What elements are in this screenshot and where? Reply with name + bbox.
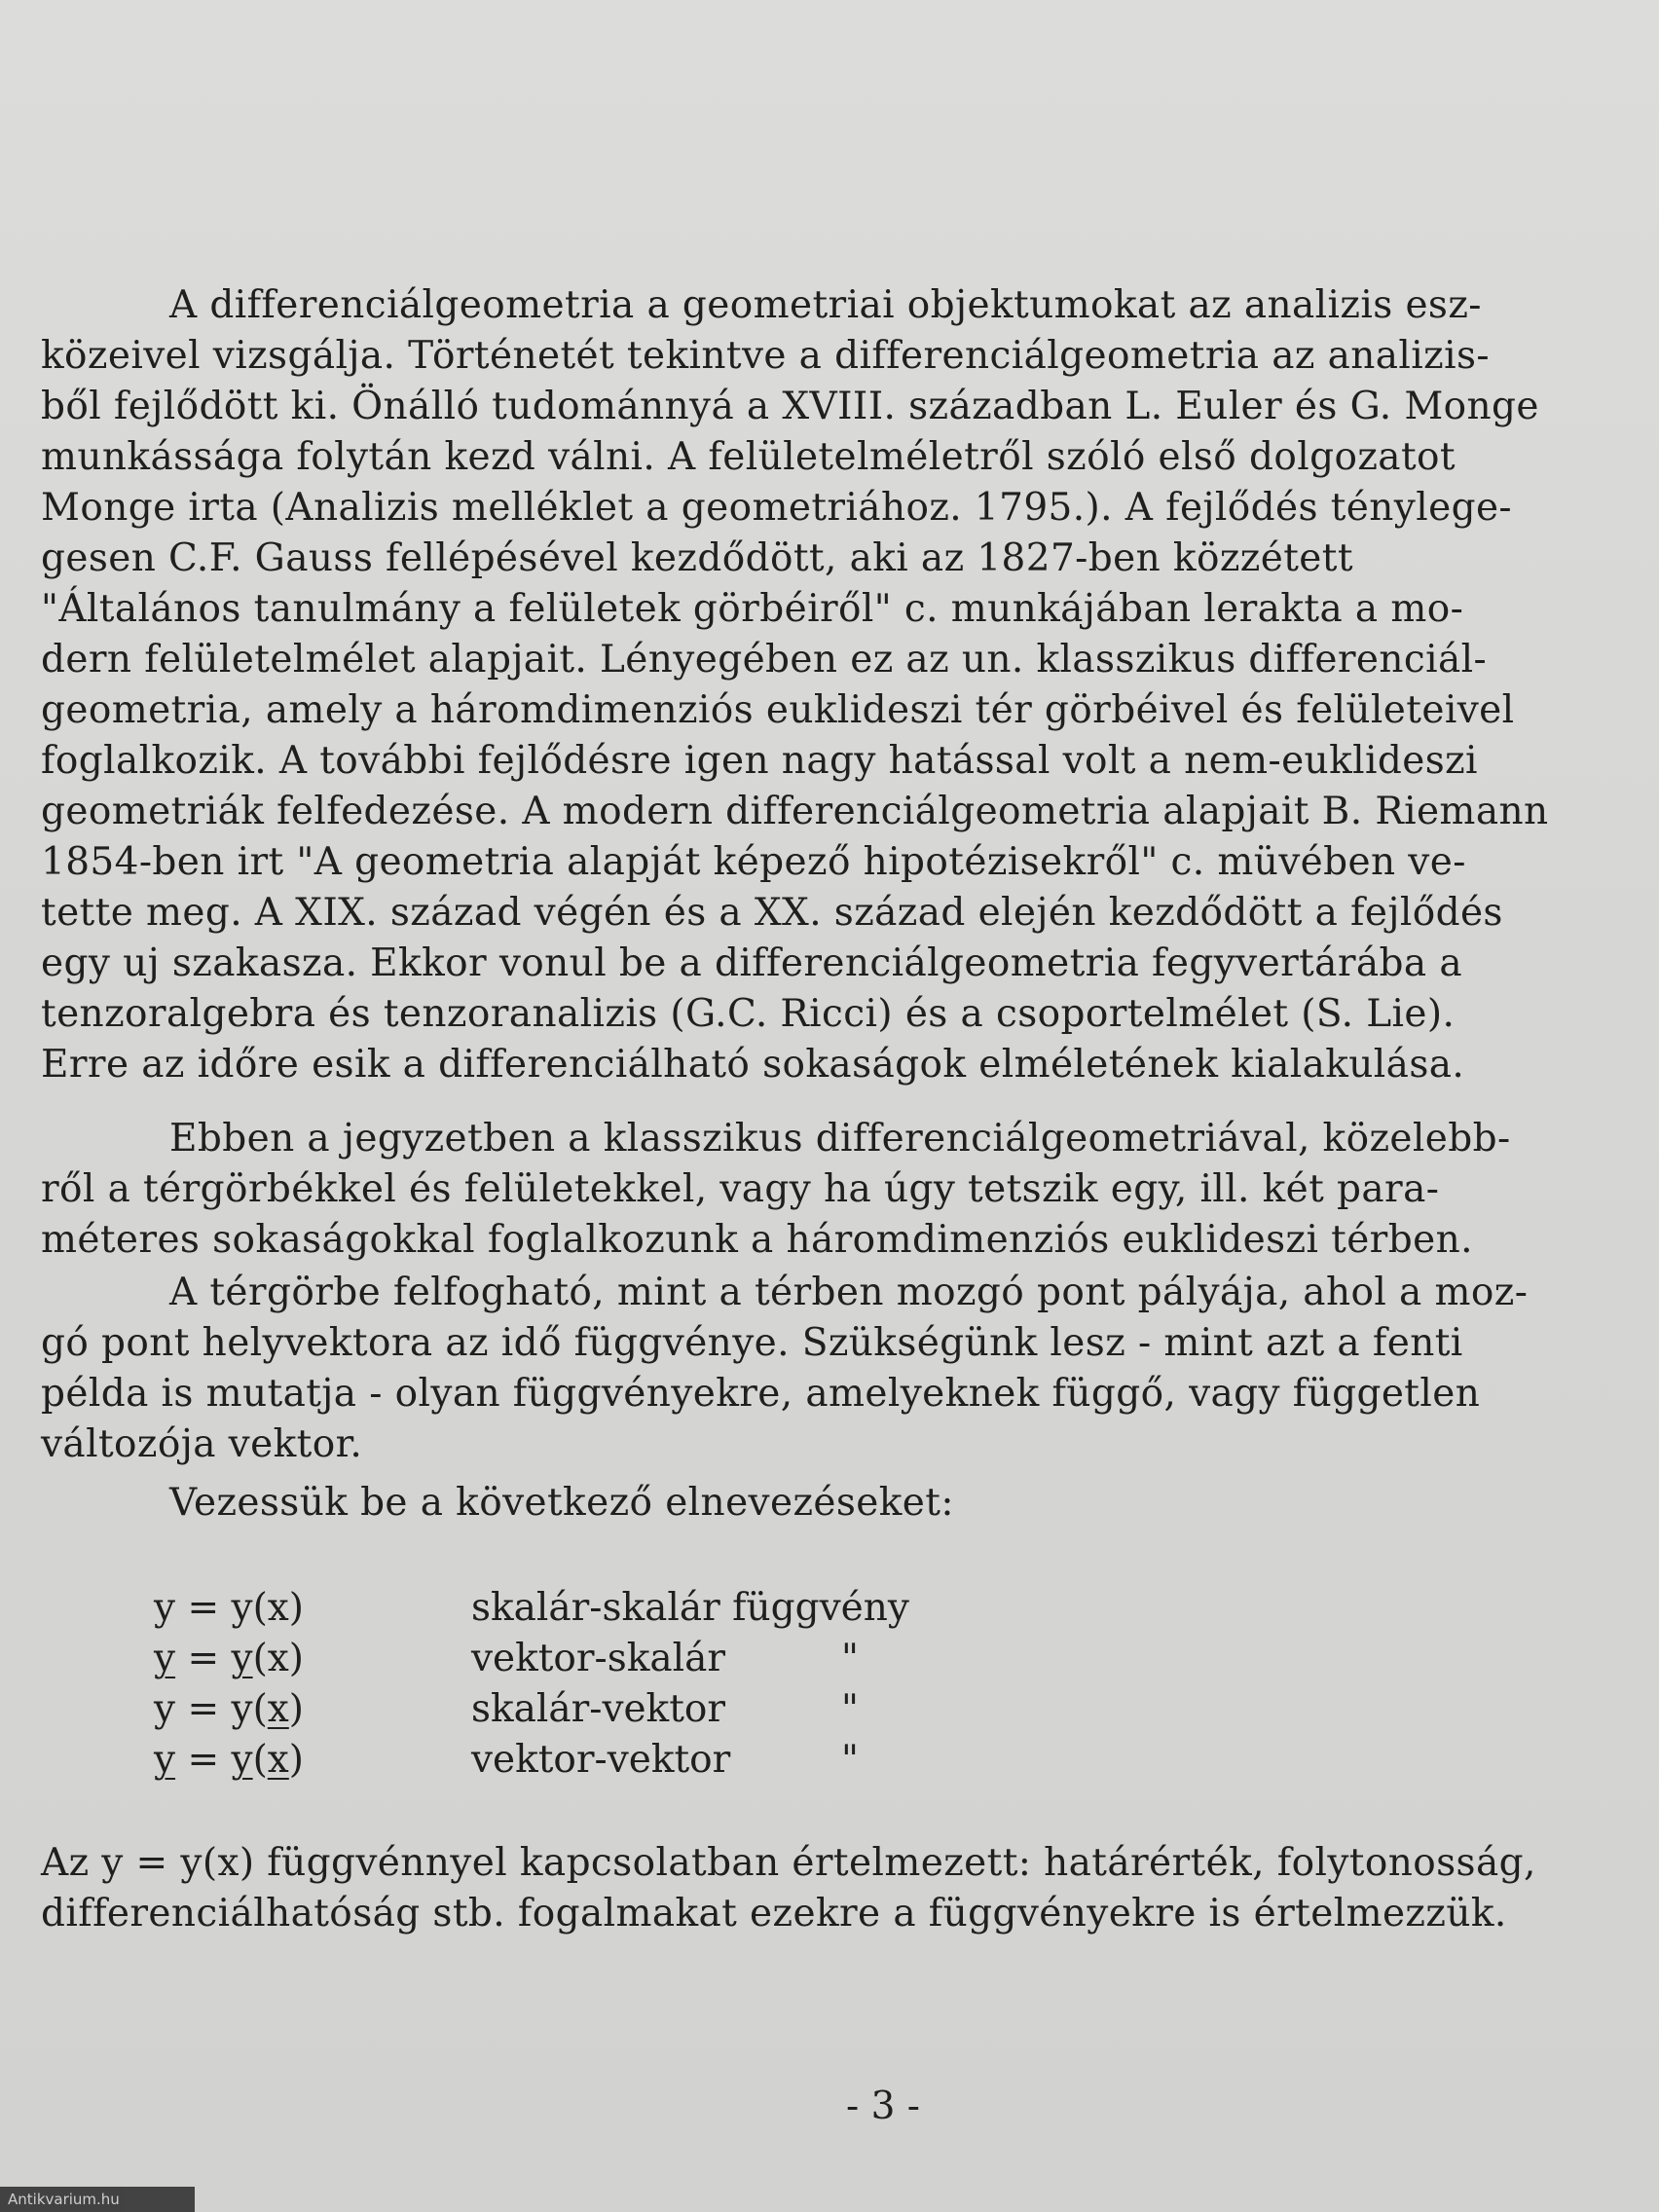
ditto-mark (841, 1583, 900, 1634)
text-line: munkássága folytán kezd válni. A felületelméletről szóló első dolgozatot (41, 435, 1456, 479)
space-curve-paragraph (41, 1268, 1638, 1470)
definition-name: skalár-vektor (471, 1687, 725, 1731)
definition-name: vektor-vektor (471, 1738, 731, 1782)
formula-open-paren: ( (252, 1738, 268, 1782)
text-line: Az y = y(x) függvénnyel kapcsolatban értelmezett: határérték, folytonosság, (41, 1841, 1536, 1885)
closing-paragraph (41, 1838, 1638, 1939)
text-line: közeivel vizsgálja. Történetét tekintve a differenciálgeometria az analizis- (41, 334, 1490, 378)
formula (154, 1634, 471, 1684)
definition-row (154, 1684, 900, 1735)
text-line: A differenciálgeometria a geometriai objektumokat az analizis esz- (169, 283, 1482, 327)
scope-paragraph (41, 1114, 1638, 1266)
formula-lhs-vector: y (154, 1637, 176, 1680)
formula (154, 1684, 471, 1735)
formula-eq: = (175, 1637, 232, 1680)
ditto-mark: " (841, 1637, 859, 1680)
text-line: ből fejlődött ki. Önálló tudománnyá a XVIII. században L. Euler és G. Monge (41, 385, 1539, 428)
formula-fn: y (231, 1687, 253, 1731)
formula-open-paren: ( (252, 1687, 268, 1731)
formula (154, 1735, 471, 1786)
formula-eq: = (175, 1586, 232, 1630)
text-line: gó pont helyvektora az idő függvénye. Szükségünk lesz - mint azt a fenti (41, 1321, 1463, 1365)
formula-eq: = (175, 1687, 232, 1731)
page-number: - 3 - (846, 2084, 920, 2128)
text-line: méteres sokaságokkal foglalkozunk a háromdimenziós euklideszi térben. (41, 1218, 1473, 1262)
text-line: példa is mutatja - olyan függvényekre, amelyeknek függő, vagy független (41, 1372, 1481, 1416)
formula-arg-vector: x (267, 1738, 289, 1782)
text-line: tenzoralgebra és tenzoranalizis (G.C. Ricci) és a csoportelmélet (S. Lie). (41, 992, 1456, 1036)
formula-open-paren: ( (252, 1637, 268, 1680)
text-line: változója vektor. (41, 1422, 363, 1466)
definition-name: skalár-skalár függvény (471, 1586, 909, 1630)
text-line: foglalkozik. A további fejlődésre igen nagy hatással volt a nem-euklideszi (41, 739, 1478, 783)
text-line: Monge irta (Analizis melléklet a geometriához. 1795.). A fejlődés ténylege- (41, 486, 1513, 530)
text-line: ről a térgörbékkel és felületekkel, vagy ha úgy tetszik egy, ill. két para- (41, 1167, 1440, 1211)
intro-paragraph (41, 280, 1638, 1090)
formula-eq: = (175, 1738, 232, 1782)
text-line: geometriák felfedezése. A modern differenciálgeometria alapjait B. Riemann (41, 790, 1549, 833)
definition-row (154, 1634, 900, 1684)
formula-close-paren: ) (288, 1586, 305, 1630)
formula-lhs: y (154, 1586, 176, 1630)
function-definitions-list (154, 1583, 909, 1786)
ditto-mark: " (841, 1687, 859, 1731)
formula-arg-vector: x (267, 1687, 289, 1731)
text-line: "Általános tanulmány a felületek görbéiről" c. munkájában lerakta a mo- (41, 587, 1464, 631)
definition-row (154, 1735, 900, 1786)
formula-close-paren: ) (288, 1738, 305, 1782)
formula (154, 1583, 471, 1634)
formula-lhs-vector: y (154, 1738, 176, 1782)
formula-fn: y (231, 1586, 253, 1630)
text-line: tette meg. A XIX. század végén és a XX. század elején kezdődött a fejlődés (41, 891, 1503, 935)
naming-intro-paragraph (41, 1478, 1638, 1529)
text-line: Vezessük be a következő elnevezéseket: (169, 1481, 954, 1525)
ditto-mark: " (841, 1738, 859, 1782)
definition-row (154, 1583, 909, 1634)
text-line: 1854-ben irt "A geometria alapját képező hipotézisekről" c. müvében ve- (41, 840, 1466, 884)
watermark: Antikvarium.hu (0, 2187, 195, 2212)
formula-arg: x (267, 1586, 289, 1630)
formula-fn-vector: y (231, 1738, 253, 1782)
text-line: gesen C.F. Gauss fellépésével kezdődött, aki az 1827-ben közzétett (41, 536, 1353, 580)
text-line: geometria, amely a háromdimenziós euklideszi tér görbéivel és felületeivel (41, 688, 1515, 732)
text-line: Erre az időre esik a differenciálható sokaságok elméletének kialakulása. (41, 1043, 1465, 1087)
text-line: dern felületelmélet alapjait. Lényegében ez az un. klasszikus differenciál- (41, 638, 1488, 682)
text-line: differenciálhatóság stb. fogalmakat ezekre a függvényekre is értelmezzük. (41, 1892, 1507, 1936)
formula-close-paren: ) (288, 1637, 305, 1680)
text-line: Ebben a jegyzetben a klasszikus differenciálgeometriával, közelebb- (169, 1117, 1511, 1161)
text-line: egy uj szakasza. Ekkor vonul be a differenciálgeometria fegyvertárába a (41, 941, 1462, 985)
formula-arg: x (267, 1637, 289, 1680)
formula-fn-vector: y (231, 1637, 253, 1680)
formula-open-paren: ( (252, 1586, 268, 1630)
definition-name: vektor-skalár (471, 1637, 725, 1680)
formula-close-paren: ) (288, 1687, 305, 1731)
text-line: A térgörbe felfogható, mint a térben mozgó pont pályája, ahol a moz- (169, 1271, 1529, 1314)
formula-lhs: y (154, 1687, 176, 1731)
